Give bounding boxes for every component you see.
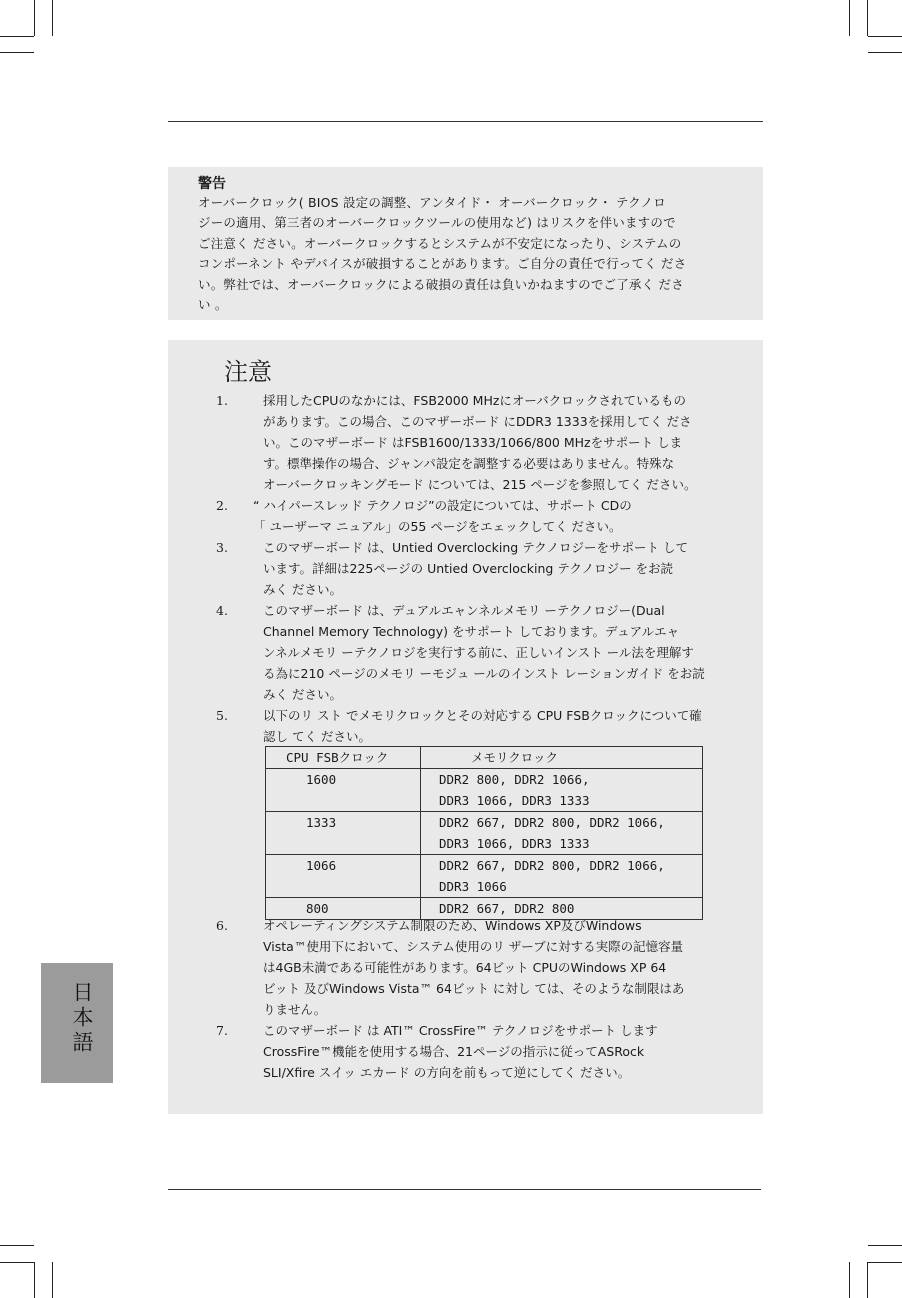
note-number: 4.	[216, 603, 228, 618]
header-rule	[168, 121, 763, 122]
note-line: ビット 及びWindows Vista™ 64ビット に対し ては、そのような制限はあ	[263, 981, 685, 996]
note-text	[263, 537, 761, 600]
crop-mark	[52, 0, 53, 36]
note-text	[263, 600, 761, 705]
crop-mark	[868, 1262, 902, 1263]
note-line: オペレーティングシステム制限のため、Windows XP及びWindows	[263, 918, 642, 933]
note-number: 1.	[216, 393, 228, 408]
memory-clock-table	[265, 746, 703, 920]
memory-cell	[421, 855, 703, 898]
note-line: このマザーボード は、Untied Overclocking テクノロジーをサポート して	[263, 540, 688, 555]
note-line: 採用したCPUのなかには、FSB2000 MHzにオーバクロックされているもの	[263, 393, 687, 408]
crop-mark	[868, 52, 902, 53]
memory-line: DDR3 1066, DDR3 1333	[439, 793, 590, 808]
crop-mark	[867, 0, 868, 36]
fsb-cell: 1333	[266, 812, 421, 855]
crop-mark	[34, 0, 35, 36]
note-number: 6.	[216, 918, 228, 933]
memory-cell	[421, 812, 703, 855]
fsb-cell: 1600	[266, 769, 421, 812]
crop-mark	[52, 1262, 53, 1298]
note-text	[263, 1020, 761, 1083]
note-text	[253, 495, 761, 537]
memory-line: DDR3 1066	[439, 879, 507, 894]
crop-mark	[0, 36, 34, 37]
note-line: る為に210 ページのメモリ ーモジュ ールのインスト レーションガイド をお読	[263, 666, 705, 681]
warning-line: ジーの適用、第三者のオーバークロックツールの使用など) はリスクを伴いますので	[198, 215, 676, 231]
note-line: い。このマザーボード はFSB1600/1333/1066/800 MHzをサポート しま	[263, 435, 683, 450]
warning-title: 警告	[198, 176, 226, 192]
note-title: 注意	[224, 358, 272, 386]
warning-box	[168, 167, 763, 320]
crop-mark	[0, 1262, 34, 1263]
memory-cell	[421, 769, 703, 812]
language-tab-label: 日本語	[70, 981, 94, 1056]
note-number: 3.	[216, 540, 228, 555]
note-line: このマザーボード は、デュアルエャンネルメモリ ーテクノロジー(Dual	[263, 603, 665, 618]
note-line: す。標準操作の場合、ジャンパ設定を調整する必要はありません。特殊な	[263, 456, 675, 471]
memory-line: DDR3 1066, DDR3 1333	[439, 836, 590, 851]
note-line: みく ださい。	[263, 687, 342, 702]
note-line: 以下のリ スト でメモリクロックとその対応する CPU FSBクロックについて確	[263, 708, 702, 723]
memory-line: DDR2 800, DDR2 1066,	[439, 772, 590, 787]
note-line: このマザーボード は ATI™ CrossFire™ テクノロジをサポート します	[263, 1023, 658, 1038]
column-header: メモリクロック	[421, 747, 703, 769]
note-text	[263, 705, 761, 747]
note-line: オーバークロッキングモード については、215 ページを参照してく ださい。	[263, 477, 697, 492]
table-row	[266, 812, 703, 855]
note-line: 認し てく ださい。	[263, 729, 371, 744]
note-number: 2.	[216, 498, 228, 513]
memory-line: DDR2 667, DDR2 800, DDR2 1066,	[439, 815, 665, 830]
note-line: ンネルメモリ ーテクノロジを実行する前に、正しいインスト ール法を理解す	[263, 645, 694, 660]
crop-mark	[849, 0, 850, 36]
warning-text	[198, 193, 748, 315]
table-row	[266, 855, 703, 898]
note-box	[168, 340, 763, 1114]
memory-line: DDR2 667, DDR2 800	[439, 901, 575, 916]
note-number: 7.	[216, 1023, 228, 1038]
crop-mark	[867, 1262, 868, 1298]
column-header: CPU FSBクロック	[266, 747, 421, 769]
note-line: 「 ユーザーマ ニュアル」の55 ページをエェックしてく ださい。	[253, 519, 622, 534]
table-row	[266, 769, 703, 812]
crop-mark	[0, 52, 34, 53]
warning-line: ご注意く ださい。オーバークロックするとシステムが不安定になったり、システムの	[198, 235, 682, 251]
note-line: りません。	[263, 1002, 327, 1017]
warning-line: い。弊社では、オーバークロックによる破損の責任は負いかねますのでご了承く ださ	[198, 276, 684, 292]
fsb-cell: 1066	[266, 855, 421, 898]
crop-mark	[868, 1245, 902, 1246]
table-header-row	[266, 747, 703, 769]
note-line: CrossFire™機能を使用する場合、21ページの指示に従ってASRock	[263, 1044, 645, 1059]
note-line: います。詳細は225ページの Untied Overclocking テクノロジー をお読	[263, 561, 674, 576]
note-line: があります。この場合、このマザーボード にDDR3 1333を採用してく ださ	[263, 414, 692, 429]
warning-line: コンポーネント やデバイスが破損することがあります。ご自分の責任で行ってく ださ	[198, 256, 687, 272]
crop-mark	[849, 1262, 850, 1298]
note-text	[263, 390, 761, 495]
crop-mark	[868, 36, 902, 37]
crop-mark	[34, 1262, 35, 1298]
note-line: みく ださい。	[263, 582, 342, 597]
note-line: は4GB未満である可能性があります。64ビット CPUのWindows XP 64	[263, 960, 667, 975]
warning-line: オーバークロック( BIOS 設定の調整、アンタイド・ オーバークロック・ テクノロ	[198, 195, 666, 210]
note-line: Vista™使用下において、システム使用のリ ザーブに対する実際の記憶容量	[263, 939, 684, 954]
note-line: SLI/Xfire スイッ エカード の方向を前もって逆にしてく ださい。	[263, 1065, 631, 1080]
note-line: “ ハイパースレッド テクノロジ”の設定については、サポート CDの	[253, 498, 632, 513]
note-number: 5.	[216, 708, 228, 723]
memory-line: DDR2 667, DDR2 800, DDR2 1066,	[439, 858, 665, 873]
crop-mark	[0, 1245, 34, 1246]
footer-rule	[168, 1189, 761, 1190]
note-text	[263, 915, 761, 1020]
warning-line: い 。	[198, 297, 228, 313]
note-line: Channel Memory Technology) をサポート しております。デュアルエャ	[263, 624, 680, 639]
language-tab	[41, 963, 113, 1083]
fsb-cell: 800	[266, 898, 421, 920]
